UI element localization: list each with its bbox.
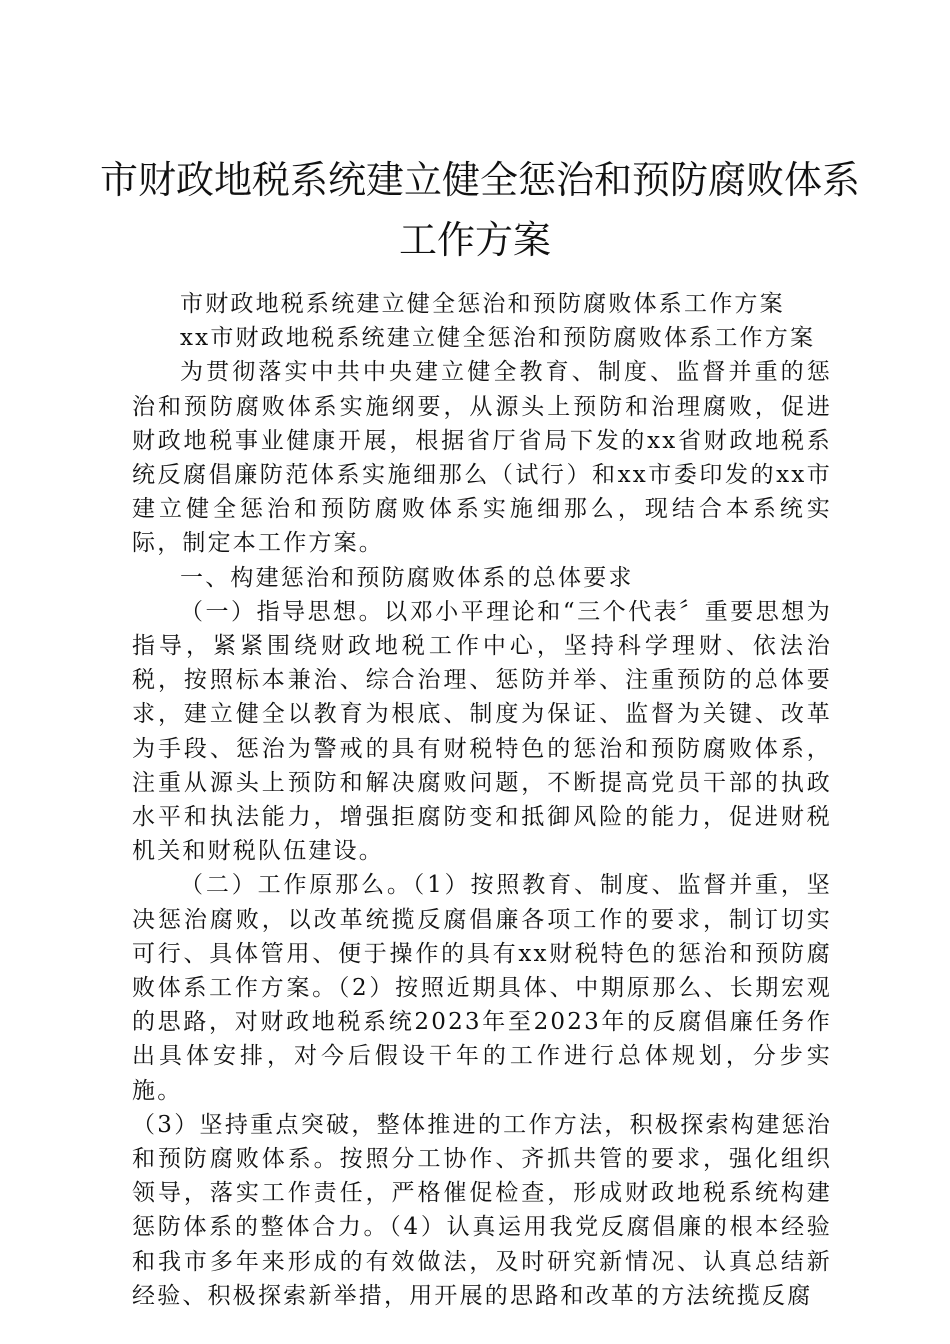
paragraph-work-principles: （二）工作原那么。（1）按照教育、制度、监督并重，坚决惩治腐败，以改革统揽反腐倡廉各项工作的要求，制订切实可行、具体管用、便于操作的具有xx财税特色的惩治和预防腐败体系工作方案。（2）按照近期具体、中期原那么、长期宏观的思路，对财政地税系统2023年至2023年的反腐倡廉任务作出具体安排，对今后假设干年的工作进行总体规划，分步实施。: [132, 872, 832, 1104]
section-heading-1: 一、构建惩治和预防腐败体系的总体要求: [180, 564, 634, 591]
document-title-line-1: 市财政地税系统建立健全惩治和预防腐败体系: [100, 158, 861, 202]
paragraph-intro: 为贯彻落实中共中央建立健全教育、制度、监督并重的惩治和预防腐败体系实施纲要，从源头上预防和治理腐败，促进财政地税事业健康开展，根据省厅省局下发的xx省财政地税系统反腐倡廉防范体系实施细那么（试行）和xx市委印发的xx市建立健全惩治和预防腐败体系实施细那么，现结合本系统实际，制定本工作方案。: [132, 359, 832, 557]
document-body: [132, 287, 832, 1313]
paragraph-subtitle: 市财政地税系统建立健全惩治和预防腐败体系工作方案: [180, 291, 785, 317]
paragraph-subtitle-xx: xx市财政地税系统建立健全惩治和预防腐败体系工作方案: [180, 325, 816, 352]
document-title-line-2: 工作方案: [398, 218, 551, 262]
paragraph-work-principles-continued: （3）坚持重点突破，整体推进的工作方法，积极探索构建惩治和预防腐败体系。按照分工协作、齐抓共管的要求，强化组织领导，落实工作责任，严格催促检查，形成财政地税系统构建惩防体系的整体合力。（4）认真运用我党反腐倡廉的根本经验和我市多年来形成的有效做法，及时研究新情况、认真总结新经验、积极探索新举措，用开展的思路和改革的方法统揽反腐: [132, 1111, 832, 1309]
paragraph-guiding-thought: （一）指导思想。以邓小平理论和“三个代表〞重要思想为指导，紧紧围绕财政地税工作中心，坚持科学理财、依法治税，按照标本兼治、综合治理、惩防并举、注重预防的总体要求，建立健全以教育为根底、制度为保证、监督为关键、改革为手段、惩治为警戒的具有财税特色的惩治和预防腐败体系，注重从源头上预防和解决腐败问题，不断提高党员干部的执政水平和执法能力，增强拒腐防变和抵御风险的能力，促进财税机关和财税队伍建设。: [132, 598, 832, 865]
